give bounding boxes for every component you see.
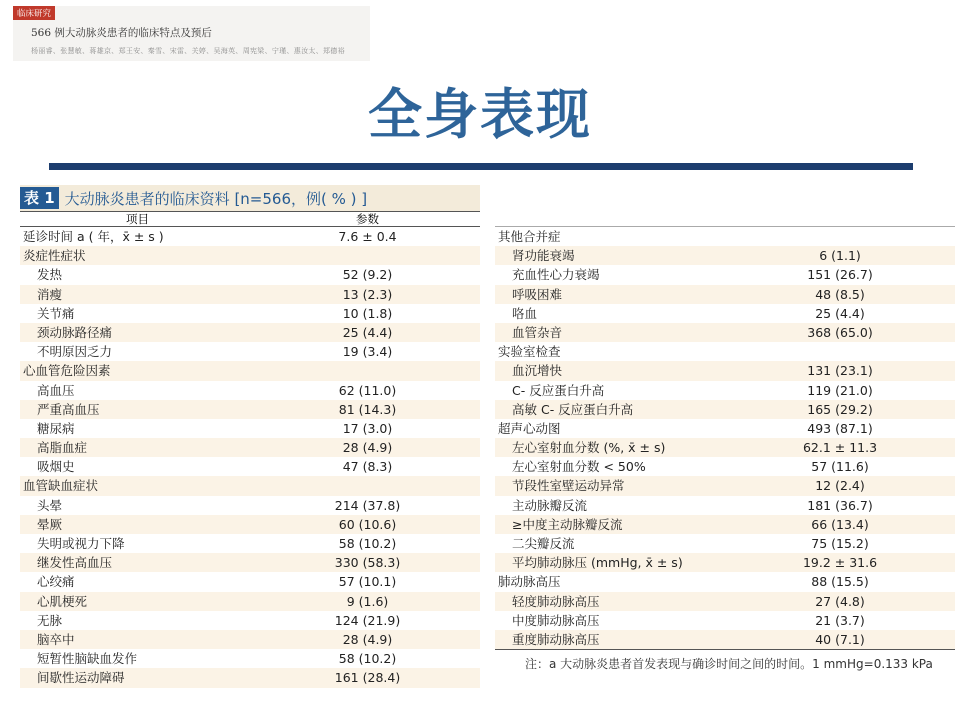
- row-item-label: 无脉: [37, 612, 63, 628]
- row-item-label: 血沉增快: [512, 363, 563, 379]
- table-row: [495, 361, 955, 380]
- row-value: 161 (28.4): [334, 670, 401, 686]
- row-value: 57 (11.6): [811, 459, 869, 475]
- row-value: [255, 246, 480, 265]
- row-value: 28 (4.9): [342, 631, 393, 647]
- row-item-label: 高敏 C- 反应蛋白升高: [512, 401, 634, 417]
- slide-title: 全身表现: [368, 83, 592, 146]
- table-row: [495, 572, 955, 591]
- table-row: [20, 361, 480, 380]
- table-caption: [20, 185, 480, 211]
- row-item-label: 主动脉瓣反流: [512, 497, 588, 513]
- table-row: [20, 534, 480, 553]
- row-value: 119 (21.0): [807, 382, 873, 398]
- row-value: 75 (15.2): [811, 536, 869, 551]
- table-row: [495, 285, 955, 304]
- table-row: [20, 419, 480, 438]
- column-header-value: 参数: [356, 212, 379, 226]
- row-item-label: 吸烟史: [37, 459, 75, 475]
- row-item-label: 关节痛: [37, 305, 75, 321]
- table-row: [495, 381, 955, 400]
- row-value: [725, 227, 955, 246]
- row-value: 58 (10.2): [338, 651, 397, 667]
- row-item-label: 炎症性症状: [23, 248, 86, 264]
- table-row: [20, 553, 480, 572]
- table-left-panel: [20, 185, 480, 689]
- row-item-label: 消瘦: [37, 286, 63, 302]
- row-value: 330 (58.3): [334, 555, 401, 571]
- table-bottom-rule: [495, 649, 955, 650]
- article-title: 566 例大动脉炎患者的临床特点及预后: [31, 27, 212, 39]
- table-row: [495, 342, 955, 361]
- table-row: [20, 668, 480, 687]
- row-item-label: 血管缺血症状: [23, 478, 99, 494]
- row-item-label: 充血性心力衰竭: [512, 267, 600, 283]
- row-value: 60 (10.6): [338, 516, 397, 532]
- table-row: [20, 649, 480, 668]
- table-row: [495, 496, 955, 515]
- section-tag: 临床研究: [13, 6, 55, 20]
- row-value: 27 (4.8): [815, 593, 865, 609]
- row-item-label: 实验室检查: [498, 344, 561, 360]
- row-item-label: 轻度肺动脉高压: [512, 593, 600, 609]
- row-item-label: 中度肺动脉高压: [512, 612, 600, 628]
- table-row: [495, 553, 955, 572]
- row-item-label: 左心室射血分数 < 50%: [512, 459, 646, 475]
- row-value: 57 (10.1): [338, 574, 397, 590]
- table-row: [20, 400, 480, 419]
- row-item-label: 颈动脉路径痛: [37, 324, 113, 340]
- article-authors: 杨丽睿、张慧敏、蒋雄京、郑王安、秦雪、宋雷、关婷、吴海英、周宪梁、宁瑾、惠汝太、郑德裕: [31, 47, 345, 55]
- table-row: [20, 592, 480, 611]
- table-row: [495, 246, 955, 265]
- row-item-label: 心血管危险因素: [23, 363, 111, 379]
- row-value: [725, 342, 955, 361]
- row-item-label: 糖尿病: [37, 420, 75, 436]
- table-row: [20, 496, 480, 515]
- row-item-label: 超声心动图: [498, 420, 561, 436]
- row-item-label: 节段性室壁运动异常: [512, 478, 625, 494]
- row-item-label: 高脂血症: [37, 440, 88, 456]
- row-value: 214 (37.8): [334, 497, 401, 513]
- row-item-label: C- 反应蛋白升高: [512, 382, 605, 398]
- row-item-label: 其他合并症: [498, 229, 561, 244]
- row-value: 66 (13.4): [811, 516, 869, 532]
- table-row: [495, 323, 955, 342]
- table-label: 表 1: [20, 187, 59, 209]
- row-item-label: 重度肺动脉高压: [512, 631, 600, 647]
- row-value: 19 (3.4): [342, 344, 393, 360]
- table-row: [20, 572, 480, 591]
- row-item-label: 血管杂音: [512, 324, 563, 340]
- row-item-label: 咯血: [512, 305, 538, 321]
- table-row: [495, 515, 955, 534]
- row-value: 7.6 ± 0.4: [338, 229, 397, 244]
- table-row: [20, 438, 480, 457]
- table-row: [20, 457, 480, 476]
- row-value: 181 (36.7): [807, 497, 873, 513]
- row-value: 62 (11.0): [338, 382, 397, 398]
- table-row: [20, 630, 480, 649]
- row-item-label: ≥中度主动脉瓣反流: [512, 516, 623, 532]
- row-value: 25 (4.4): [815, 305, 865, 321]
- table-row: [495, 611, 955, 630]
- row-value: [255, 476, 480, 495]
- row-value: 52 (9.2): [342, 267, 393, 283]
- table-row: [495, 265, 955, 284]
- table-row: [20, 227, 480, 246]
- row-item-label: 发热: [37, 267, 63, 283]
- row-value: 28 (4.9): [342, 440, 393, 456]
- row-value: 48 (8.5): [815, 286, 865, 302]
- row-item-label: 高血压: [37, 382, 75, 398]
- row-value: 62.1 ± 11.3: [802, 440, 878, 456]
- row-value: 13 (2.3): [342, 286, 393, 302]
- row-value: 493 (87.1): [807, 420, 873, 436]
- row-value: 17 (3.0): [342, 420, 393, 436]
- table-row: [495, 438, 955, 457]
- column-header-item: 项目: [126, 212, 149, 226]
- row-value: 81 (14.3): [338, 401, 397, 417]
- table-caption-text: 大动脉炎患者的临床资料 [n=566，例( % ) ]: [64, 189, 368, 208]
- row-value: 40 (7.1): [815, 631, 865, 647]
- row-item-label: 短暂性脑缺血发作: [37, 651, 138, 667]
- row-item-label: 呼吸困难: [512, 286, 563, 302]
- row-item-label: 肺动脉高压: [498, 574, 561, 590]
- row-value: 12 (2.4): [815, 478, 865, 494]
- table-row: [495, 476, 955, 495]
- table-row: [20, 342, 480, 361]
- row-value: 19.2 ± 31.6: [802, 555, 878, 571]
- table-row: [495, 304, 955, 323]
- table-row: [495, 457, 955, 476]
- table-row: [495, 630, 955, 649]
- row-value: 25 (4.4): [342, 324, 393, 340]
- row-item-label: 延诊时间 a ( 年，x̄ ± s ): [23, 229, 164, 244]
- table-body-left: [20, 227, 480, 688]
- row-value: 131 (23.1): [807, 363, 873, 379]
- row-item-label: 二尖瓣反流: [512, 536, 575, 551]
- table-row: [20, 265, 480, 284]
- table-row: [20, 611, 480, 630]
- row-item-label: 间歇性运动障碍: [37, 670, 125, 686]
- row-item-label: 晕厥: [37, 516, 63, 532]
- table-row: [20, 323, 480, 342]
- table-header: [20, 211, 480, 227]
- row-item-label: 严重高血压: [37, 401, 100, 417]
- table-body-right: [495, 227, 955, 649]
- table-row: [20, 246, 480, 265]
- row-value: 21 (3.7): [815, 612, 865, 628]
- table-row: [495, 400, 955, 419]
- row-item-label: 心肌梗死: [37, 593, 88, 609]
- row-item-label: 头晕: [37, 497, 63, 513]
- row-value: [255, 361, 480, 380]
- row-item-label: 失明或视力下降: [37, 536, 125, 551]
- row-value: 10 (1.8): [342, 305, 393, 321]
- row-value: 368 (65.0): [807, 324, 873, 340]
- row-item-label: 平均肺动脉压 (mmHg, x̄ ± s): [512, 555, 683, 571]
- row-item-label: 继发性高血压: [37, 555, 113, 571]
- table-footnote: 注：a 大动脉炎患者首发表现与确诊时间之间的时间。1 mmHg=0.133 kPa: [525, 657, 933, 671]
- table-row: [495, 592, 955, 611]
- row-item-label: 左心室射血分数 (%, x̄ ± s): [512, 440, 666, 456]
- row-value: 124 (21.9): [334, 612, 401, 628]
- row-value: 151 (26.7): [807, 267, 873, 283]
- row-value: 88 (15.5): [811, 574, 869, 590]
- table-row: [20, 515, 480, 534]
- table-right-panel: [495, 218, 955, 674]
- table-row: [495, 419, 955, 438]
- row-item-label: 心绞痛: [37, 574, 75, 590]
- table-row: [20, 381, 480, 400]
- row-value: 58 (10.2): [338, 536, 397, 551]
- row-value: 47 (8.3): [342, 459, 393, 475]
- row-value: 6 (1.1): [819, 248, 861, 264]
- article-header-clipping: [13, 6, 370, 61]
- title-divider: [49, 163, 913, 170]
- row-value: 165 (29.2): [807, 401, 873, 417]
- table-row: [20, 476, 480, 495]
- row-item-label: 不明原因乏力: [37, 344, 113, 360]
- row-item-label: 肾功能衰竭: [512, 248, 575, 264]
- table-continuation-rule: [495, 218, 955, 227]
- row-item-label: 脑卒中: [37, 631, 75, 647]
- table-row: [495, 227, 955, 246]
- table-row: [20, 304, 480, 323]
- table-row: [495, 534, 955, 553]
- table-row: [20, 285, 480, 304]
- row-value: 9 (1.6): [346, 593, 389, 609]
